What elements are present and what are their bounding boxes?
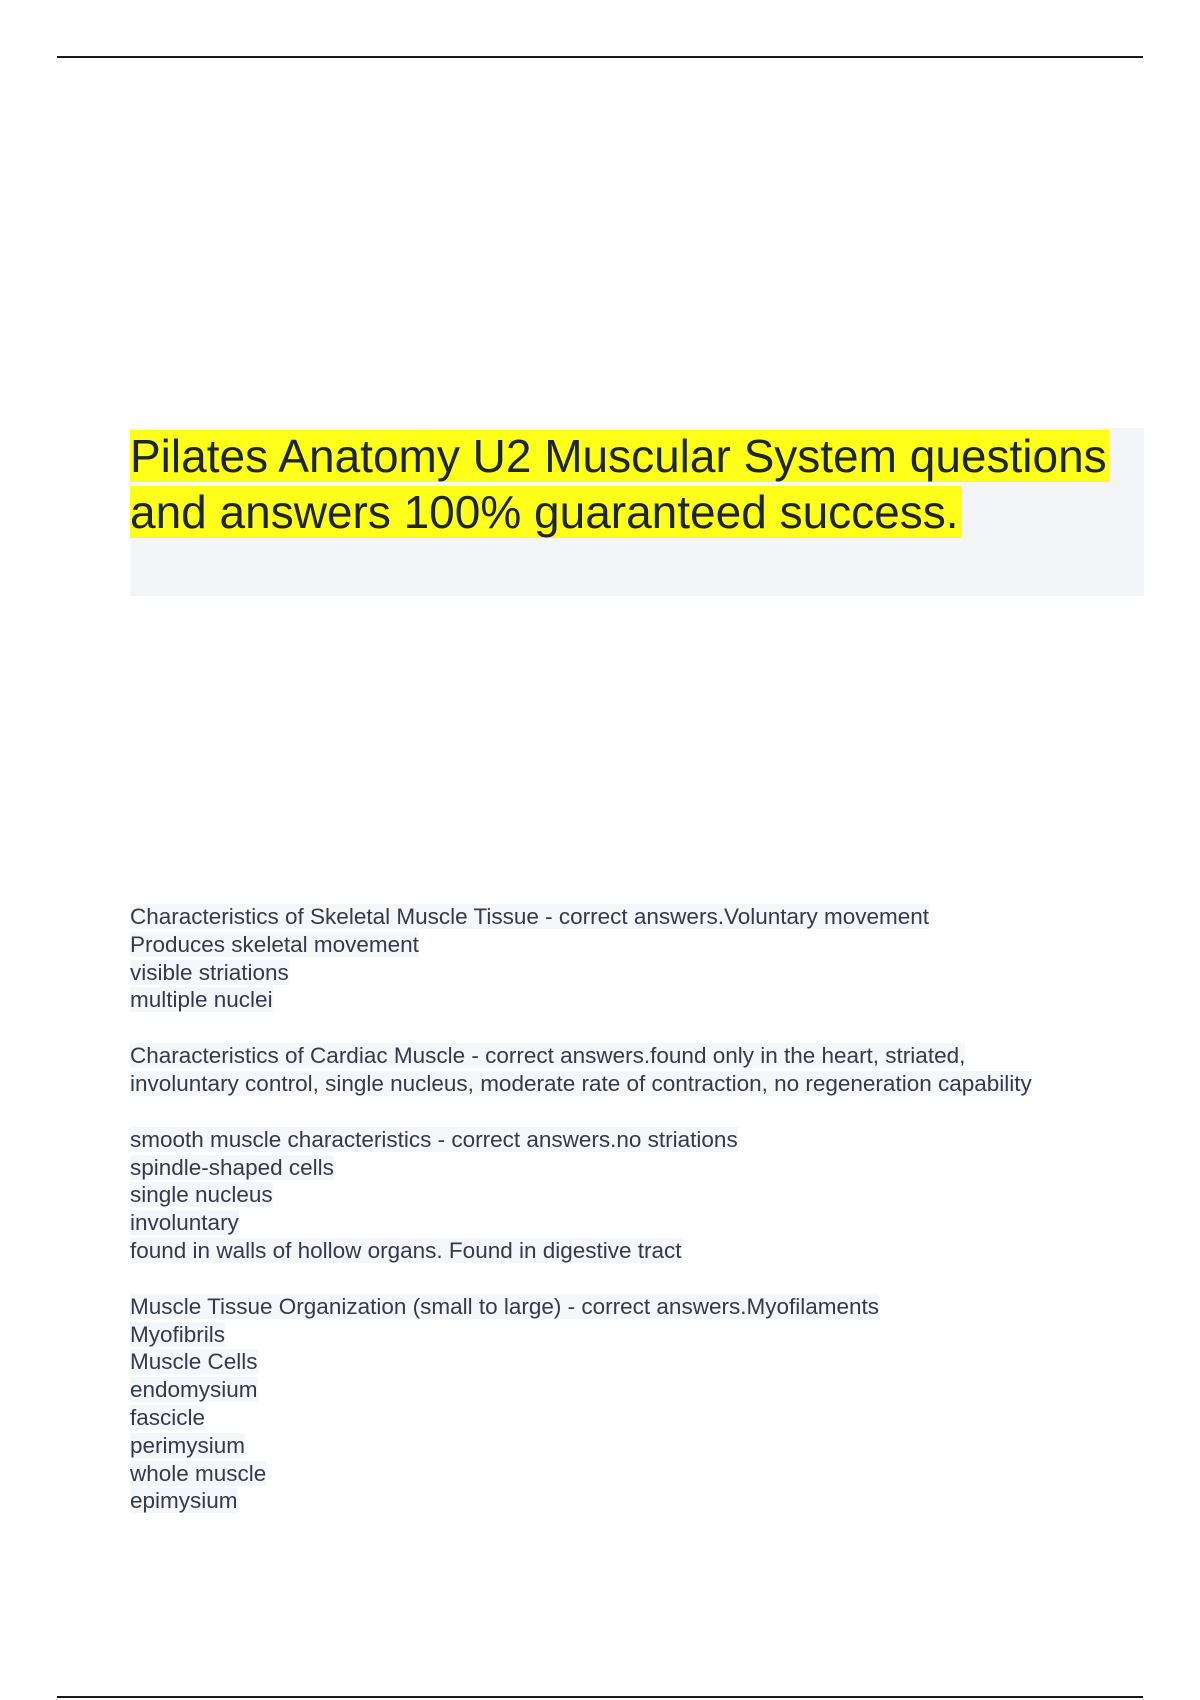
qa-line: Characteristics of Skeletal Muscle Tissue - correct answers.Voluntary movement (130, 904, 930, 929)
qa-item-cardiac (130, 1042, 1140, 1098)
qa-section (130, 903, 1140, 1543)
qa-line: visible striations (130, 959, 289, 985)
qa-line: multiple nuclei (130, 987, 273, 1013)
qa-line: spindle-shaped cells (130, 1154, 334, 1180)
qa-item-smooth (130, 1126, 1140, 1265)
qa-line: involuntary (130, 1210, 239, 1236)
qa-item-organization (130, 1293, 1140, 1515)
qa-line: endomysium (130, 1377, 258, 1403)
qa-line: Produces skeletal movement (130, 931, 419, 957)
qa-line: Muscle Cells (130, 1349, 258, 1375)
qa-line: found in walls of hollow organs. Found in digestive tract (130, 1237, 682, 1263)
qa-line: smooth muscle characteristics - correct answers.no striations (130, 1126, 738, 1152)
qa-line: Myofibrils (130, 1321, 226, 1347)
qa-line: whole muscle (130, 1460, 267, 1486)
document-title: Pilates Anatomy U2 Muscular System questions and answers 100% guaranteed success. (130, 430, 1107, 538)
bottom-rule (57, 1696, 1143, 1698)
top-rule (57, 56, 1143, 58)
qa-line: perimysium (130, 1432, 246, 1458)
qa-line: Characteristics of Cardiac Muscle - correct answers.found only in the heart, striated, (130, 1043, 966, 1069)
qa-item-skeletal (130, 903, 1140, 1014)
qa-line: fascicle (130, 1404, 206, 1430)
qa-line: Muscle Tissue Organization (small to large) - correct answers.Myofilaments (130, 1293, 879, 1319)
qa-line: epimysium (130, 1488, 238, 1514)
qa-line: single nucleus (130, 1182, 273, 1208)
qa-line: involuntary control, single nucleus, moderate rate of contraction, no regeneration capability (130, 1070, 1032, 1096)
